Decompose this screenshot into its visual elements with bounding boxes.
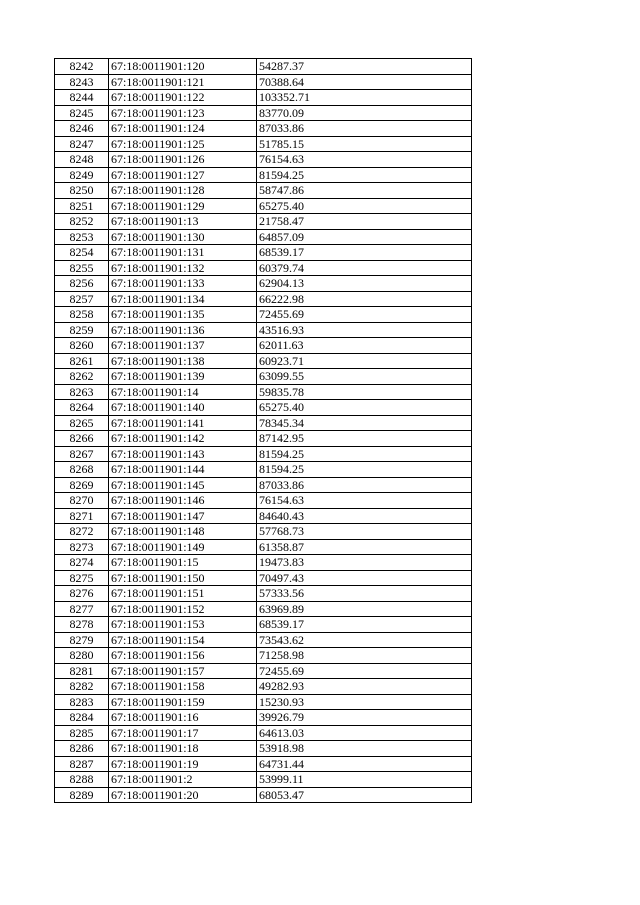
table-row	[55, 787, 472, 803]
value-cell: 70388.64	[257, 74, 472, 90]
cadastral-number-cell: 67:18:0011901:129	[109, 198, 257, 214]
row-number-cell: 8279	[55, 632, 109, 648]
row-number-cell: 8276	[55, 586, 109, 602]
table-row	[55, 121, 472, 137]
value-cell: 64731.44	[257, 756, 472, 772]
cadastral-number-cell: 67:18:0011901:15	[109, 555, 257, 571]
table-row	[55, 369, 472, 385]
table-row	[55, 291, 472, 307]
row-number-cell: 8247	[55, 136, 109, 152]
row-number-cell: 8269	[55, 477, 109, 493]
value-cell: 64857.09	[257, 229, 472, 245]
value-cell: 87033.86	[257, 121, 472, 137]
table-row	[55, 477, 472, 493]
value-cell: 19473.83	[257, 555, 472, 571]
table-row	[55, 415, 472, 431]
value-cell: 68053.47	[257, 787, 472, 803]
value-cell: 81594.25	[257, 462, 472, 478]
cadastral-number-cell: 67:18:0011901:141	[109, 415, 257, 431]
value-cell: 60923.71	[257, 353, 472, 369]
table-row	[55, 586, 472, 602]
table-row	[55, 570, 472, 586]
row-number-cell: 8263	[55, 384, 109, 400]
row-number-cell: 8267	[55, 446, 109, 462]
row-number-cell: 8273	[55, 539, 109, 555]
row-number-cell: 8275	[55, 570, 109, 586]
row-number-cell: 8258	[55, 307, 109, 323]
table-row	[55, 524, 472, 540]
cadastral-number-cell: 67:18:0011901:134	[109, 291, 257, 307]
value-cell: 72455.69	[257, 663, 472, 679]
cadastral-number-cell: 67:18:0011901:132	[109, 260, 257, 276]
cadastral-number-cell: 67:18:0011901:126	[109, 152, 257, 168]
value-cell: 76154.63	[257, 493, 472, 509]
row-number-cell: 8266	[55, 431, 109, 447]
row-number-cell: 8270	[55, 493, 109, 509]
table-row	[55, 772, 472, 788]
table-row	[55, 741, 472, 757]
cadastral-number-cell: 67:18:0011901:140	[109, 400, 257, 416]
table-row	[55, 508, 472, 524]
value-cell: 76154.63	[257, 152, 472, 168]
cadastral-number-cell: 67:18:0011901:156	[109, 648, 257, 664]
cadastral-number-cell: 67:18:0011901:124	[109, 121, 257, 137]
cadastral-number-cell: 67:18:0011901:133	[109, 276, 257, 292]
table-row	[55, 400, 472, 416]
row-number-cell: 8288	[55, 772, 109, 788]
table-row	[55, 694, 472, 710]
cadastral-number-cell: 67:18:0011901:17	[109, 725, 257, 741]
row-number-cell: 8242	[55, 59, 109, 75]
row-number-cell: 8281	[55, 663, 109, 679]
row-number-cell: 8280	[55, 648, 109, 664]
value-cell: 61358.87	[257, 539, 472, 555]
table-row	[55, 679, 472, 695]
table-row	[55, 90, 472, 106]
table-row	[55, 663, 472, 679]
table-row	[55, 105, 472, 121]
row-number-cell: 8244	[55, 90, 109, 106]
value-cell: 72455.69	[257, 307, 472, 323]
table-row	[55, 198, 472, 214]
value-cell: 64613.03	[257, 725, 472, 741]
table-row	[55, 260, 472, 276]
value-cell: 53918.98	[257, 741, 472, 757]
cadastral-number-cell: 67:18:0011901:2	[109, 772, 257, 788]
value-cell: 39926.79	[257, 710, 472, 726]
row-number-cell: 8251	[55, 198, 109, 214]
row-number-cell: 8254	[55, 245, 109, 261]
cadastral-number-cell: 67:18:0011901:137	[109, 338, 257, 354]
cadastral-number-cell: 67:18:0011901:138	[109, 353, 257, 369]
table-row	[55, 245, 472, 261]
table-row	[55, 648, 472, 664]
table-row	[55, 353, 472, 369]
value-cell: 62904.13	[257, 276, 472, 292]
row-number-cell: 8272	[55, 524, 109, 540]
cadastral-number-cell: 67:18:0011901:151	[109, 586, 257, 602]
value-cell: 81594.25	[257, 167, 472, 183]
cadastral-number-cell: 67:18:0011901:146	[109, 493, 257, 509]
cadastral-value-table	[54, 58, 472, 803]
row-number-cell: 8259	[55, 322, 109, 338]
cadastral-number-cell: 67:18:0011901:127	[109, 167, 257, 183]
table-row	[55, 756, 472, 772]
value-cell: 103352.71	[257, 90, 472, 106]
cadastral-number-cell: 67:18:0011901:20	[109, 787, 257, 803]
row-number-cell: 8246	[55, 121, 109, 137]
value-cell: 51785.15	[257, 136, 472, 152]
value-cell: 59835.78	[257, 384, 472, 400]
table-row	[55, 384, 472, 400]
table-row	[55, 183, 472, 199]
cadastral-number-cell: 67:18:0011901:157	[109, 663, 257, 679]
value-cell: 84640.43	[257, 508, 472, 524]
cadastral-number-cell: 67:18:0011901:120	[109, 59, 257, 75]
row-number-cell: 8253	[55, 229, 109, 245]
value-cell: 66222.98	[257, 291, 472, 307]
cadastral-number-cell: 67:18:0011901:148	[109, 524, 257, 540]
value-cell: 63969.89	[257, 601, 472, 617]
table-row	[55, 322, 472, 338]
table-row	[55, 710, 472, 726]
cadastral-number-cell: 67:18:0011901:136	[109, 322, 257, 338]
value-cell: 83770.09	[257, 105, 472, 121]
cadastral-number-cell: 67:18:0011901:121	[109, 74, 257, 90]
table-row	[55, 152, 472, 168]
cadastral-number-cell: 67:18:0011901:153	[109, 617, 257, 633]
table-row	[55, 338, 472, 354]
value-cell: 62011.63	[257, 338, 472, 354]
row-number-cell: 8261	[55, 353, 109, 369]
cadastral-number-cell: 67:18:0011901:122	[109, 90, 257, 106]
row-number-cell: 8256	[55, 276, 109, 292]
table-row	[55, 136, 472, 152]
table-row	[55, 632, 472, 648]
cadastral-number-cell: 67:18:0011901:123	[109, 105, 257, 121]
value-cell: 68539.17	[257, 617, 472, 633]
value-cell: 53999.11	[257, 772, 472, 788]
value-cell: 54287.37	[257, 59, 472, 75]
cadastral-number-cell: 67:18:0011901:130	[109, 229, 257, 245]
row-number-cell: 8278	[55, 617, 109, 633]
table-row	[55, 725, 472, 741]
row-number-cell: 8287	[55, 756, 109, 772]
value-cell: 81594.25	[257, 446, 472, 462]
row-number-cell: 8252	[55, 214, 109, 230]
row-number-cell: 8245	[55, 105, 109, 121]
row-number-cell: 8255	[55, 260, 109, 276]
row-number-cell: 8289	[55, 787, 109, 803]
cadastral-number-cell: 67:18:0011901:14	[109, 384, 257, 400]
value-cell: 87142.95	[257, 431, 472, 447]
value-cell: 57333.56	[257, 586, 472, 602]
value-cell: 57768.73	[257, 524, 472, 540]
value-cell: 63099.55	[257, 369, 472, 385]
table-row	[55, 167, 472, 183]
cadastral-number-cell: 67:18:0011901:125	[109, 136, 257, 152]
cadastral-number-cell: 67:18:0011901:13	[109, 214, 257, 230]
table-row	[55, 462, 472, 478]
value-cell: 78345.34	[257, 415, 472, 431]
cadastral-number-cell: 67:18:0011901:152	[109, 601, 257, 617]
table-row	[55, 276, 472, 292]
value-cell: 68539.17	[257, 245, 472, 261]
row-number-cell: 8262	[55, 369, 109, 385]
cadastral-number-cell: 67:18:0011901:139	[109, 369, 257, 385]
value-cell: 60379.74	[257, 260, 472, 276]
row-number-cell: 8285	[55, 725, 109, 741]
row-number-cell: 8264	[55, 400, 109, 416]
table-row	[55, 214, 472, 230]
row-number-cell: 8243	[55, 74, 109, 90]
cadastral-number-cell: 67:18:0011901:143	[109, 446, 257, 462]
row-number-cell: 8250	[55, 183, 109, 199]
cadastral-number-cell: 67:18:0011901:154	[109, 632, 257, 648]
value-cell: 70497.43	[257, 570, 472, 586]
table-row	[55, 601, 472, 617]
cadastral-number-cell: 67:18:0011901:135	[109, 307, 257, 323]
row-number-cell: 8249	[55, 167, 109, 183]
row-number-cell: 8248	[55, 152, 109, 168]
value-cell: 43516.93	[257, 322, 472, 338]
table-row	[55, 59, 472, 75]
table-body	[55, 59, 472, 803]
table-row	[55, 493, 472, 509]
row-number-cell: 8284	[55, 710, 109, 726]
row-number-cell: 8277	[55, 601, 109, 617]
cadastral-number-cell: 67:18:0011901:158	[109, 679, 257, 695]
row-number-cell: 8274	[55, 555, 109, 571]
cadastral-number-cell: 67:18:0011901:147	[109, 508, 257, 524]
cadastral-number-cell: 67:18:0011901:131	[109, 245, 257, 261]
table-row	[55, 446, 472, 462]
value-cell: 71258.98	[257, 648, 472, 664]
cadastral-number-cell: 67:18:0011901:19	[109, 756, 257, 772]
cadastral-number-cell: 67:18:0011901:145	[109, 477, 257, 493]
row-number-cell: 8282	[55, 679, 109, 695]
cadastral-number-cell: 67:18:0011901:142	[109, 431, 257, 447]
cadastral-number-cell: 67:18:0011901:159	[109, 694, 257, 710]
cadastral-number-cell: 67:18:0011901:149	[109, 539, 257, 555]
value-cell: 21758.47	[257, 214, 472, 230]
value-cell: 58747.86	[257, 183, 472, 199]
cadastral-number-cell: 67:18:0011901:16	[109, 710, 257, 726]
table-row	[55, 74, 472, 90]
value-cell: 49282.93	[257, 679, 472, 695]
value-cell: 65275.40	[257, 198, 472, 214]
cadastral-number-cell: 67:18:0011901:18	[109, 741, 257, 757]
row-number-cell: 8271	[55, 508, 109, 524]
cadastral-number-cell: 67:18:0011901:128	[109, 183, 257, 199]
row-number-cell: 8257	[55, 291, 109, 307]
value-cell: 87033.86	[257, 477, 472, 493]
cadastral-number-cell: 67:18:0011901:144	[109, 462, 257, 478]
table-row	[55, 229, 472, 245]
table-row	[55, 307, 472, 323]
cadastral-number-cell: 67:18:0011901:150	[109, 570, 257, 586]
value-cell: 73543.62	[257, 632, 472, 648]
row-number-cell: 8268	[55, 462, 109, 478]
table-row	[55, 539, 472, 555]
row-number-cell: 8283	[55, 694, 109, 710]
value-cell: 15230.93	[257, 694, 472, 710]
value-cell: 65275.40	[257, 400, 472, 416]
row-number-cell: 8265	[55, 415, 109, 431]
table-row	[55, 431, 472, 447]
table-row	[55, 555, 472, 571]
table-row	[55, 617, 472, 633]
row-number-cell: 8260	[55, 338, 109, 354]
row-number-cell: 8286	[55, 741, 109, 757]
